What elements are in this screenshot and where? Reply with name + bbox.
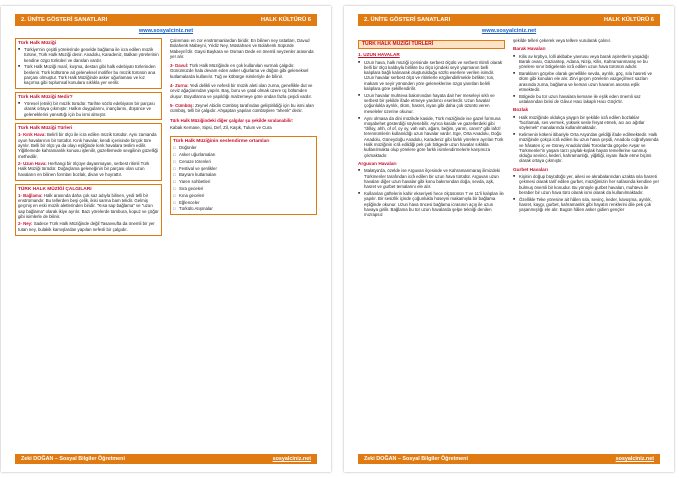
term-text: Türk Halk Müziğinde en çok kullanılan vurmalı çalgıdır. Günümüzde hala devam eden asker uğurlama ve düğün gibi geleneksel kutlamalarda kullanılır. Tuğ ve köbürge isimleriyle de bilinir. bbox=[170, 63, 309, 79]
footer-link[interactable]: sosyalciniz.net bbox=[272, 456, 311, 462]
column-left bbox=[15, 38, 162, 450]
list-item: ■ Yöresel (etnik) bir müzik türüdür. Tarihte sözlü edebiyatın bir parçası olarak ortaya çıkmıştır. Halkın duygularını, inançlarını, düşünce ve geleneklerini yansıttığı için bu ismi almıştır. bbox=[18, 101, 159, 117]
page-footer bbox=[358, 454, 660, 464]
term-label: 5- Cümbüş: bbox=[170, 102, 194, 108]
box-title: Türk Halk Müziği bbox=[18, 41, 57, 46]
subsection-title: Barak Havaları bbox=[513, 46, 546, 52]
subsection-title: 1. UZUN HAVALAR bbox=[358, 52, 400, 58]
footer-author: Zeki DOĞAN – Sosyal Bilgiler Öğretmeni bbox=[21, 456, 125, 462]
list-item: ■ Kilis av krpbyo, lolli akibabe yavrusu veya barak aşiretlerin yaşadığı Barak ovası, Gaziantep, Adana, Nizip, Kilis, Kahramanmaraş ve bu yörelere sınır bölgelerde icrâ edilen uzun hava türünün adıdır. bbox=[513, 54, 660, 70]
list-item: ■ Kelimenin kökeni itibariyle Orta Asya'dan geldiği ifade edilmektedir. Halk müziğinde çokça icrâ edilen bu uzun hava çeşidi, Anadolu coğrafyasında ve hâsaten iç ve Güney Anadolu'daki Toroslar'da göçebe Avşar ve Türkmenler'in yaşam tarzı yaylak-kışlak hayatı temellerine sunmuş olduğu sevinci, kederi, kahramanlığı, yiğitliği, isyanı ifade etme biçimi olarak ortaya çıkmıştır. bbox=[513, 132, 660, 164]
term-text: Sadece Türk Halk Müziğinde değil Tasavvufta da önemli bir yer tutan ney, bulakik kamışlardan yapılan nefesli bir çalgıdır. bbox=[18, 221, 155, 232]
term-label: 2- Ney: bbox=[18, 221, 33, 227]
term-text: Yedi delikli ve nefesli bir müzik aleti olan zurna, genellikle dut ve ceviz ağaçlarından yapılır. Baş, boru ve çatal olmak üzere üç bölümden oluşur. Boyutlarına ve yapıldığı malzemeye göre ondan fazla çeşidi vardır. bbox=[170, 83, 313, 99]
list-item: □ Türkülü Atışmalar bbox=[173, 206, 314, 211]
header-url-link[interactable]: www.sosyalciniz.net bbox=[138, 28, 194, 34]
list-item: ■ Malatya'da, özelde ise Arguvan ilçesinde ve Kahramanmaraş ilimizdeki Türkmenler tarafından icrâ edilen bir uzun hava türüdür. Arguvan uzun havaları diğer uzun havalar gibi konu bakımından doğa, sevda, aşk, hasret ve gurbet temalarını ele alır. bbox=[358, 168, 505, 189]
other-instruments-title: Türk Halk Müziğindeki diğer çalgılar şu şekilde sıralanabilir: bbox=[170, 117, 294, 123]
term-label: 1- Bağlama: bbox=[18, 192, 43, 198]
header-unit-title: 2. ÜNİTE GÖSTERİ SANATLARI bbox=[364, 17, 451, 23]
page-footer bbox=[15, 454, 317, 464]
subsection-title: Gurbet Havaları bbox=[513, 166, 548, 172]
box-calgilar bbox=[15, 184, 162, 236]
box-turleri bbox=[15, 123, 162, 180]
box-nedir bbox=[15, 92, 162, 120]
list-item: ■ Bölgede bu tür uzun havalara kemane ile eşlik eden önemli saz ustalarından birisi de Gâvur Hacı lakaplı Hacı Göçk'tir. bbox=[513, 94, 660, 105]
paragraph-ney-cont: Çalınması en zor enstrümanlardan biridir. En bilinen ney üstatları, Davud Bolahenk Mabeyni, Yédiz Ney, Müstahsen ve Bolahenk Süpürde Mabeynî'dir. Gaysi Baykara ve Osman Dede en önemli neyzenler arasında yer alır. bbox=[170, 38, 314, 59]
column-right bbox=[513, 38, 660, 450]
header-unit-title: 2. ÜNİTE GÖSTERİ SANATLARI bbox=[21, 17, 108, 23]
list-item: □ Asker uğurlamaları bbox=[173, 152, 314, 157]
list-item: ■ Uzun havalar muhteva bakımından hayata dair her meseleyi sıklı ve serbest bir şekilde ifade etmeye yardımcı eserlerdir. Uzun havalar çoğunlukla ayrılık, ölüm, hasret, isyan gibi daha çok üzüntü veren meseleler üzerine okunur. bbox=[358, 93, 505, 114]
paragraph-ney bbox=[18, 221, 159, 232]
page-header bbox=[358, 14, 660, 26]
term-label: 4- Zurna: bbox=[170, 83, 189, 89]
subsection-title: Bozlak bbox=[513, 107, 529, 113]
footer-link[interactable]: sosyalciniz.net bbox=[615, 456, 654, 462]
term-label: 3- Davul: bbox=[170, 63, 189, 69]
box-title: Türk Halk Müziği Türleri bbox=[18, 126, 73, 132]
box-seslendirme bbox=[170, 136, 317, 215]
list-item: □ Bayram kutlamaları bbox=[173, 172, 314, 177]
content-columns bbox=[358, 38, 660, 450]
term-text: Herhangi bir ölçüye dayanmayan, serbest ritimli Türk Halk Müziği türüdür. Doğaçlama geleneğinin bir parçası olan uzun havaların en bilinen formları bozlak, divan ve hoyrattır. bbox=[18, 160, 150, 177]
paragraph-zurna bbox=[170, 83, 317, 99]
list-item: □ Cenaze törenleri bbox=[173, 159, 314, 164]
list-item: ■ Halk müziğinde oldukça yaygın bir şekilde icrâ edilen bozlaklar "bozlamak, ses vermek, yüksek sesle feryat etmek, acı acı ağıtlar söylemek" manalarında kullanılmaktadır. bbox=[513, 115, 660, 131]
list-item: ■ Türkiye'nin çeşitli yörelerinde genelde bağlama ile icra edilen müzik türüne, Türk Halk Müziği denir. Anadolu, Karadeniz, Balkan yörelerinin kendine özgü türküleri ve danslan vardır. bbox=[18, 47, 159, 63]
list-item: ■ Barakların göçebe olarak genellikle sevda, ayrılık, göç, sıla hasreti ve ölüm gibi konuları ele alır. Zirvi geçen yörelerin vazgeçilmez sazları arasında zurna, bağlama ve keman uzun havanın asosna eşlik etmektedir. bbox=[513, 71, 660, 92]
paragraph-baglama bbox=[18, 193, 159, 219]
paragraph-davul bbox=[170, 63, 317, 79]
content-columns bbox=[15, 38, 317, 450]
box-title: Türk Halk Müziğinin seslendirme ortamları bbox=[173, 139, 270, 145]
paragraph-uzun-hava bbox=[18, 161, 159, 177]
term-text: Zeynel Abidin Cümbüş tarafından geliştirildiği için bu ismi alan cümbüş, telli bir çalgıdır. Ahşaptan yapılan cümbüşlere "ahenk" denir. bbox=[170, 102, 314, 114]
list-item: □ Sıra geceleri bbox=[173, 186, 314, 191]
term-label: 2- Uzun Hava: bbox=[18, 160, 47, 166]
list-item: □ Kına geceleri bbox=[173, 193, 314, 198]
box-turk-halk-muzigi bbox=[15, 38, 162, 89]
other-instruments-text: Kabak Kemane, Sipsi, Def, Zil, Kaşık, Tulum ve Cura bbox=[170, 124, 272, 130]
paragraph-cumbus bbox=[170, 103, 317, 114]
term-text: Belirli bir ölçü ile icra edilen müzik türüdür. Aynı zamanda oyun havalarının bir türüdür. Kırık havalar, kendi içerisinde birçok türe ayrılır. Belli bir ölçü ya da olayı eşliğinde kırık havalara teslim edilir. Yiğitlemede kahramanlık konusu işlenilir, güzellemede sevgilinin güzelliği methedilir. bbox=[18, 132, 158, 159]
section-title: TÜRK HALK MÜZİĞİ TÜRLERİ bbox=[358, 40, 505, 49]
left-page bbox=[1, 6, 331, 472]
footer-author: Zeki DOĞAN – Sosyal Bilgiler Öğretmeni bbox=[364, 456, 468, 462]
list-item: □ Festival ve şenlikler bbox=[173, 166, 314, 171]
box-title: Türk Halk Müziği Nedir? bbox=[18, 95, 73, 101]
header-course-title: HALK KÜLTÜRÜ 6 bbox=[260, 17, 311, 23]
list-item: □ Düğünler bbox=[173, 145, 314, 150]
page-header bbox=[15, 14, 317, 26]
right-page bbox=[344, 6, 674, 472]
list-item: ■ Türk Halk Müziği manî, koşma, destan gibi halk edebiyatı türlerinden beslenir. Türk kültürüne ait geleneksel motifler bu müzik türünün ana parçası olmuştur. Türk Halk Müziğinde asker uğurlaması ve kız kaçırma gibi toplumsal konulara sıklıkla yer verilir. bbox=[18, 64, 159, 85]
column-right bbox=[170, 38, 317, 450]
list-item: ■ Özellikle Teke yöresine ait hâlen sıla, sevinç, keder, kavuşma, ayrılık, hasret, kaygı, gurbet, kahramanlık gibi hayatın renklerini dile pek çok yaşanmışlığı ele alır. Bugün hâlen asker gidien gençler bbox=[513, 197, 660, 213]
list-item: ■ Kullanılan güftelerin kahir ekseriyeti hece ölçüsünün 7 ve 11'li kalıpları ile yapılır. Bir sesizlik içinde çoğunlukla hüseyni makamıyla bir bağlama eşliğinde okunur. Uzun hava öncesi bağlama icrasının açış ile uzun havaya girilir. Bağlama bu tür uzun havalarda şelpe tekniği denilen mızrapsız bbox=[358, 191, 505, 217]
box-title: TÜRK HALK MÜZİĞİ ÇALGILARI bbox=[18, 186, 92, 192]
list-item: ■ Uzun hava, halk müziği içerisinde serbest ölçülü ve serbest ritimli olarak belli bir ölçü kalıbıyla birlikte bu ölçü içindeki seyir yapmanın belli kalıplara bağlı kalınarak oluşturulduğu sözlü eserlere verilen isimdir. Uzun havalar serbest ölçü ve ritimlerle ezgilendirilmekle birlikte; ton, makam ve seyir yönünden yöre geleneklerine özgü yanıtları belirli kalıplara göre şekillendirilir. bbox=[358, 60, 505, 92]
term-text: Halk arasında daha çok saz adıyla bilinen, yedi telli bir enstrümandır. Bu tellerden beşi çelik, ikisi sarma bam telidir. Gelmiş geçmiş en eski müzik aletlerinden biridir. "Kısa sap bağlama" ve "uzun sap bağlama" olarak ikiye ayrılır. Bazı yörelerde tambura, kopuz ve çöğür gibi isimlerle de bilinir. bbox=[18, 192, 159, 220]
header-course-title: HALK KÜLTÜRÜ 6 bbox=[603, 17, 654, 23]
list-item: ■ Kişinin doğup büyüdüğü yer, ailesi ve akrabalarından uzakta sıla hasreti çekmesi olarak tarif edilen gurbet, müziğimizin her safasında kendine yer bulmuş önemli bir konudur. Bu yönüyle gurbet havaları, muhteva ile beraber bir uzun hava türü olarak ismi olarak da kullanılmaktadır. bbox=[513, 174, 660, 195]
subsection-title: Arguvan Havaları bbox=[358, 160, 397, 166]
list-item: □ Yaren sohbetleri bbox=[173, 179, 314, 184]
column-left bbox=[358, 38, 505, 450]
header-url-link[interactable]: www.sosyalciniz.net bbox=[481, 28, 537, 34]
term-label: 1- Kırık Hava: bbox=[18, 132, 46, 138]
paragraph-kirik-hava bbox=[18, 132, 159, 158]
paragraph-continued: şekilde telleri çekerek veya tellere vurularak çalınır. bbox=[513, 38, 612, 43]
list-item: ■ Aynı olmasa da dini müzikde kaside, Türk müziğinde ise gazel formuna müşabehet gösterdiği söylenebilir. Ayrıca kaside ve gazellerdeki gibi "dilloy, ahh, of of, oy oy, vah vah, ağam, beğim, yarım, canım" gibi lafızl terennümlerin kullanıldığı uzun havalar vardır. Ege, Orta Anadolu, Doğu Anadolu, Güneydoğu Anadolu, Karadeniz gibi farklı yörelere ayrılan Türk Halk müziğinin icrâ edildiği pek çok bölgede uzun havalar sıklıkla kullanılmakta olup yörelere göre farklı isimlendirmelerle karşımıza çıkmaktadır. bbox=[358, 116, 505, 158]
list-item: □ Eğlenceler bbox=[173, 200, 314, 205]
